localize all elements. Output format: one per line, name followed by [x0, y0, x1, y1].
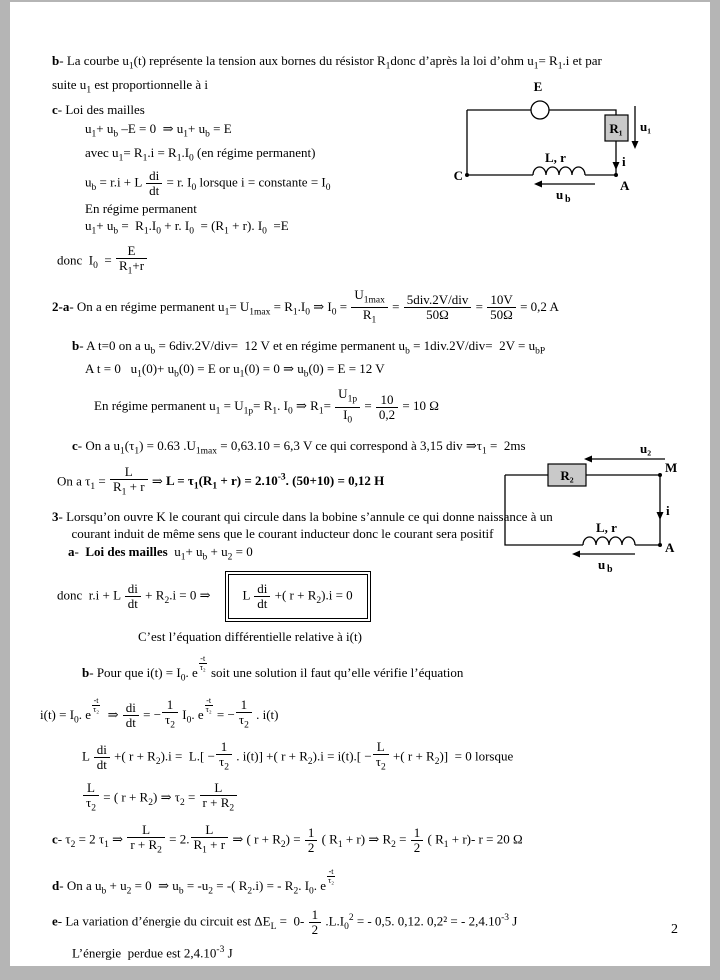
- section-3d-equation: d- On a $u_b + u_2 = 0$ ⇒ $u_b = -u_2$ = -( $R_2.i$) = - $R_2$. $I_0$. e $^{\frac{-t}{\text{τ₂}}}$: [52, 866, 335, 897]
- eq-3b-3: L $\frac{di}{dt}$ +( $r + R_2).i = L$.[ − $\frac{1}{\tau_2}$ . i(t)] +( $r + R_2).i = i(t)$.[ − $\frac{L}{\tau_2}$ +( $r + R_2)] = 0$ lorsque: [82, 738, 514, 773]
- node-m-label: M: [665, 460, 678, 475]
- node-a-dot: [658, 543, 662, 547]
- eq-mesh-4: En régime permanent: [85, 201, 197, 217]
- ub-arrowhead-icon: [534, 181, 542, 188]
- coil-label: L, r: [596, 520, 617, 535]
- eq-mesh-6: donc $I_0$ = $\frac{E}{R_1+r}$: [57, 244, 682, 279]
- generator-label: E: [533, 79, 543, 94]
- coil-label: L, r: [545, 150, 566, 165]
- circuit-diagram-1: [450, 72, 660, 204]
- section-3c-equation: c- $\tau_2 = 2$ $\tau_1$ ⇒ $\frac{L}{r + R_2}$ = 2. $\frac{L}{R_1 + r}$ ⇒ ( $r + R_2$) = $\frac{1}{2}$ ( $R_1 + r$) ⇒ $R_2$ = $\frac{1}{2}$ ( $R_1 + r)-$ r = 20 Ω: [52, 822, 523, 856]
- eq-3b-1: b- Pour que $i(t) = I_0$. e $^{\frac{-t}{\text{τ₂}}}$ soit une solution il faut qu’elle vérifie l’équation: [82, 653, 464, 684]
- section-c-heading: c- Loi des mailles: [52, 102, 145, 118]
- eq-3e-1: e- La variation d’énergie du circuit est $\Delta E_L = 0-$ $\frac{1}{2}$ $.L.I_0^2$ = - 0,5. 0,12. 0,2² = - $2,4.10^{-3}$ J: [52, 907, 518, 938]
- resistor-r1-label: R₁: [609, 121, 623, 136]
- page-number: 2: [671, 922, 678, 937]
- u2-arrowhead-icon: [584, 456, 592, 463]
- inductor-icon: [533, 167, 585, 175]
- node-c-label: C: [453, 168, 463, 183]
- eq-2c-1: c- On a $u_1(\tau_1) = 0.63$ $.U_{1max} = 0,63.10 = 6,3$ V ce qui correspond à 3,15 div $\Rightarrow\tau_1 = 2ms$: [72, 438, 526, 457]
- eq-3b-2: $i(t) = I_0$. e $^{\frac{-t}{\text{τ₂}}}$ ⇒ $\frac{di}{dt}$ = − $\frac{1}{\tau_2}$ $I_0$. e $^{\frac{-t}{\text{τ₂}}}$ = − $\frac{1}{\tau_2}$ . i(t): [40, 695, 279, 731]
- ub-label: u: [598, 557, 606, 572]
- node-a-dot: [614, 173, 618, 177]
- document-page: [10, 2, 710, 966]
- current-arrowhead-icon: [613, 162, 620, 170]
- ub-label: u: [556, 187, 564, 202]
- node-a-label: A: [620, 178, 630, 193]
- generator-icon: [531, 101, 549, 119]
- resistor-r2-label: R₂: [560, 468, 574, 483]
- inductor-icon: [583, 537, 635, 545]
- eq-3a-2-left: donc r.i + L $\frac{di}{dt}$ + $R_2.i = 0$ ⇒: [57, 580, 211, 611]
- eq-mesh-1: $u_1+ u_b$ –E = 0 ⇒ $u_1+ u_b = E$: [85, 121, 232, 140]
- current-arrowhead-icon: [657, 512, 664, 520]
- ub-label-sub: b: [607, 564, 613, 575]
- eq-mesh-3: $u_b = r.i + L$ $\frac{di}{dt}$ = r. $I_0$ lorsque i = constante = $I_0$: [85, 168, 331, 199]
- eq-2b-3: En régime permanent $u_1 = U_{1p}= R_1$. $I_0$ ⇒ $R_1=$ $\frac{U_{1p}}{I_0}$ = $\frac{10}{0,2}$ = 10 Ω: [94, 385, 439, 426]
- eq-3a-3: C’est l’équation différentielle relative à i(t): [138, 628, 362, 644]
- wire-path: [467, 101, 635, 184]
- node-m-dot: [658, 473, 662, 477]
- section-3-paragraph: 3- Lorsqu’on ouvre K le courant qui circule dans la bobine s’annule ce qui donne naissance à un courant induit de même sens que le courant inducteur donc le courant sera positif: [52, 509, 553, 542]
- eq-mesh-5: $u_1+ u_b = R_1.I_0 + r$. $I_0 = (R_1 + r)$. $I_0 =E$: [85, 218, 289, 237]
- eq-mesh-2: avec $u_1= R_1.i = R_1.I_0$ (en régime permanent): [85, 144, 316, 164]
- section-2b-block: [52, 337, 682, 427]
- section-3e-block: [52, 908, 682, 961]
- ub-arrowhead-icon: [572, 551, 580, 558]
- section-b-paragraph: b- La courbe $u_1(t)$ représente la tension aux bornes du résistor $R_1donc$ d’après la loi d’ohm $u_1= R_1.i$ et par suite $u_1$ est proportionnelle à i: [52, 53, 602, 96]
- eq-3a-2-boxed: L $\frac{di}{dt}$ +( $r + R_2).i = 0$: [242, 580, 353, 611]
- eq-3b-4: $\frac{L}{\tau_2}$ = ( $r + R_2$) ⇒ $\tau_2$ = $\frac{L}{r + R_2}$: [82, 781, 682, 816]
- node-c-dot: [465, 173, 469, 177]
- eq-3e-2: L’énergie perdue est $2,4.10^{-3}$ J: [72, 945, 233, 961]
- eq-2b-1: b- A t=0 on a $u_b = 6div.2V/div= 12$ V et en régime permanent $u_b = 1div.2V/div= 2V = u_{bP}$: [72, 337, 546, 357]
- section-2a-equation: 2-a- On a en régime permanent $u_1= U_{1max} = R_1.I_0$ ⇒ $I_0$ = $U_{1max}$ $R_1$ = 5div.2V/div 50Ω = $\frac{10V}{50\Omega}$ = 0,2 A: [52, 286, 559, 326]
- ub-label-sub: b: [565, 194, 571, 204]
- u1-label: u₁: [640, 119, 652, 134]
- current-label: i: [622, 154, 626, 169]
- boxed-differential-equation: [225, 571, 371, 622]
- node-a-label: A: [665, 540, 675, 555]
- circuit-diagram-2: [488, 442, 678, 576]
- eq-2b-2: A t = 0 $u_1(0)+ u_b(0) = E$ or $u_1(0) = 0$ ⇒ $u_b(0) = E = 12$ V: [85, 361, 385, 380]
- eq-2c-2: On a $\tau_1$ = $\frac{L}{R_1 + r}$ ⇒ $L = \tau_1(R_1 + r) = 2.10^{-3}$. (50+10) = 0,12 H: [57, 463, 385, 498]
- eq-3a-1: a- Loi des mailles $u_1+ u_b + u_2 = 0$: [68, 544, 253, 563]
- section-3b-block: [40, 653, 682, 816]
- current-label: i: [666, 503, 670, 518]
- u1-arrowhead-icon: [632, 141, 639, 149]
- u2-label: u₂: [640, 442, 652, 456]
- eq-3a-2-row: [57, 571, 682, 622]
